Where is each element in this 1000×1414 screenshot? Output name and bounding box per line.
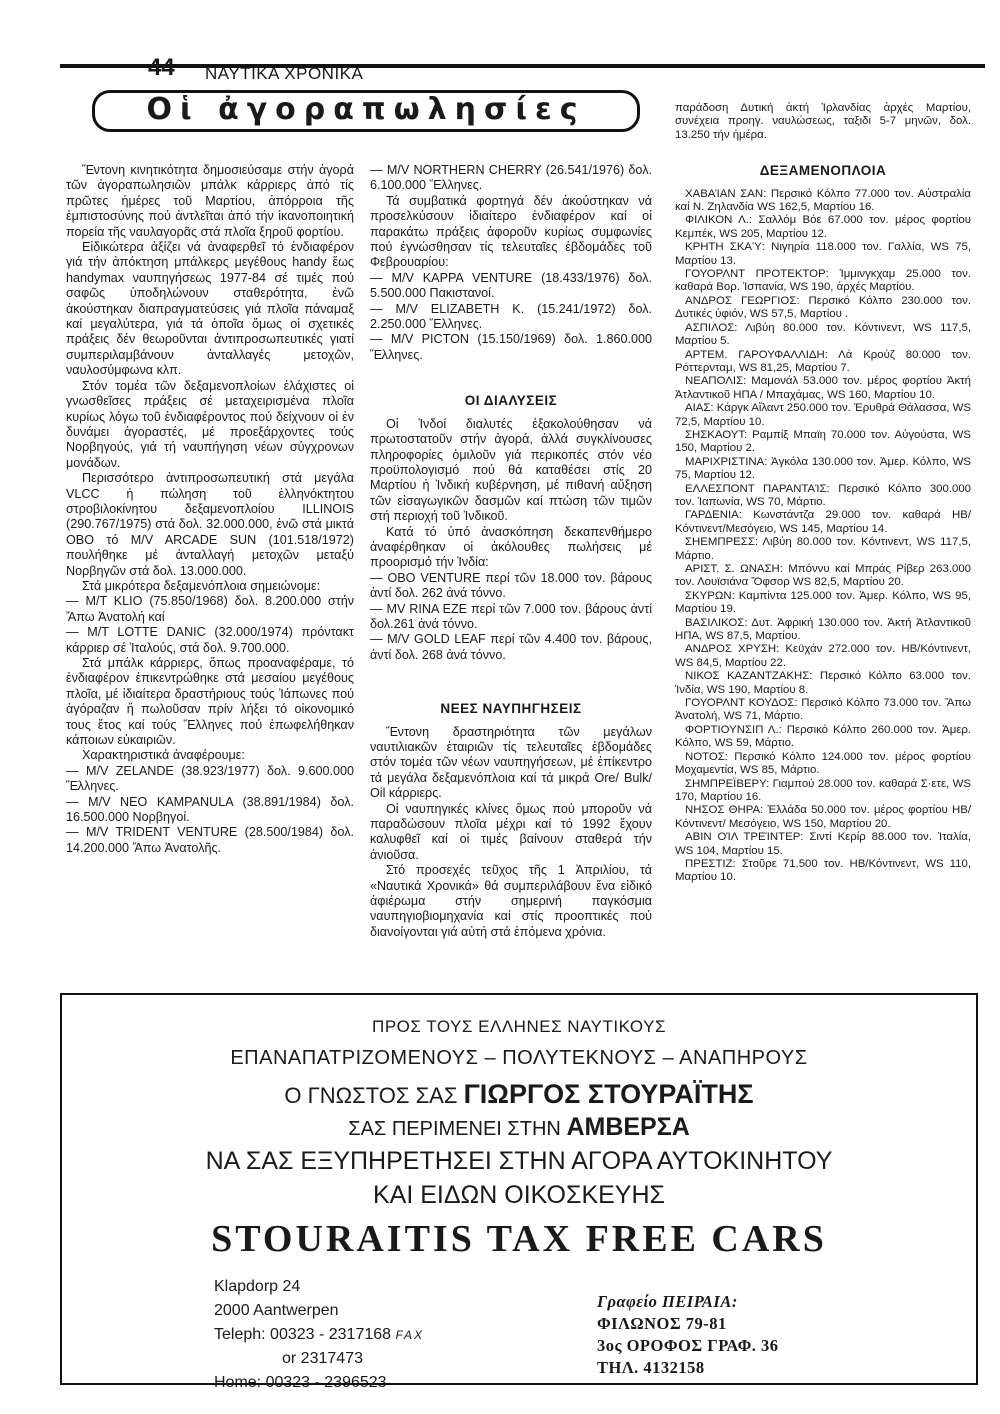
ad-line-4-lead: ΣΑΣ ΠΕΡΙΜΕΝΕΙ ΣΤΗΝ [348,1118,567,1140]
ad-piraeus-office [597,1291,779,1379]
tanker-fixtures-list [675,188,971,885]
list-item: — M/V ELIZABETH K. (15.241/1972) δολ. 2.250.000 Ἕλληνες. [370,301,652,332]
tanker-fixture: ΚΡΗΤΗ ΣΚΑΎ: Νιγηρία 118.000 τον. Γαλλία, WS 75, Μαρτίου 13. [675,241,971,267]
ad-brand: STOURAITIS TAX FREE CARS [211,1218,827,1260]
tanker-fixture: ΑΣΠΙΛΟΣ: Λιβύη 80.000 τον. Κόντινεντ, WS 117,5, Μαρτίου 5. [675,321,971,348]
paragraph: Ἔντονη δραστηριότητα τῶν μεγάλων ναυτιλιακῶν ἑταιριῶν τίς τελευταῖες ἑβδομάδες στόν τομέα τῶν νέων ναυπηγήσεων, μέ ἐπίκεντρο τά μεγάλα δεξαμενόπλοια καί τά μικρά Ore/ Bulk/ Oil κάρριερς. [370,724,652,801]
ad-address [214,1275,424,1395]
paragraph: Οἱ ναυπηγικές κλίνες ὅμως πού μποροῦν νά παραδώσουν πλοῖα μέχρι καί τό 1992 ἔχουν καλυφθεῖ καί οἱ τιμές βαίνουν σταθερά τήν ἀνιοῦσα. [370,801,652,862]
ad-office-street: ΦΙΛΩΝΟΣ 79-81 [597,1314,727,1333]
list-item: — M/T LOTTE DANIC (32.000/1974) πρόντακτ κάρριερ σέ Ἰταλούς, στά δολ. 9.700.000. [66,625,354,655]
paragraph: Στόν τομέα τῶν δεξαμενοπλοίων ἐλάχιστες οἱ γνωσθεῖσες πράξεις σέ μεταχειρισμένα πλοῖα κυρίως λόγω τοῦ ἐνδιαφέροντος πού δείχνουν οἱ ἐν δυνάμει ἀγοραστές, μέ προεξάρχοντες τούς Νορβηγούς, γιά τή ναυπήγηση νέων σύγχρονων μονάδων. [66,378,354,470]
ad-phone-2: or 2317473 [282,1350,363,1367]
section-heading-tankers: ΔΕΞΑΜΕΝΟΠΛΟΙΑ [759,163,887,179]
ad-phone-line [214,1323,424,1347]
tanker-fixture: ΣΚΥΡΩΝ: Καμπίντα 125.000 τον. Ἀμερ. Κόλπο, WS 95, Μαρτίου 19. [675,589,971,616]
ad-city-line: 2000 Aantwerpen [214,1302,339,1319]
tanker-fixture: ΑΝΔΡΟΣ ΓΕΩΡΓΙΟΣ: Περσικό Κόλπο 230.000 τον. Δυτικές ὑφιόν, WS 57,5, Μαρτίου . [675,294,971,321]
tanker-fixture: ΧΑΒΑΊΑΝ ΣΑΝ: Περσικό Κόλπο 77.000 τον. Αὐστραλία καί Ν. Ζηλανδία WS 162,5, Μαρτίου 16. [675,187,971,214]
ad-home-phone: Home: 00323 - 2396523 [214,1374,387,1391]
list-item: — M/V TRIDENT VENTURE (28.500/1984) δολ. 14.200.000 Ἄπω Ἀνατολῆς. [66,825,354,855]
ad-line-3 [62,1079,976,1110]
column-1 [66,163,354,856]
tanker-fixture: ΝΕΑΠΟΛΙΣ: Μαμονάλ 53.000 τον. μέρος φορτίου Ἀκτή Ἀτλαντικοῦ ΗΠΑ / Μπαχάμας, WS 160, Μαρτίου 10. [675,375,971,401]
paragraph: Τά συμβατικά φορτηγά δέν ἀκούστηκαν νά προσελκύσουν ἰδιαίτερο ἐνδιαφέρον καί οἱ παρακάτω πράξεις ἀφοροῦν κυρίως συμφωνίες πού ἐγνώσθησαν τίς τελευταῖες ἑβδομάδες τοῦ Φεβρουαρίου: [370,193,652,270]
tanker-fixture: ΦΟΡΤΙΟΥΝΣΙΠ Λ.: Περσικό Κόλπο 260.000 τον. Ἀμερ. Κόλπο, WS 59, Μάρτιο. [675,723,971,750]
header-rule [60,64,985,68]
ad-fax-label: FAX [395,1328,424,1342]
paragraph: Στά μικρότερα δεξαμενόπλοια σημειώνομε: [82,578,321,593]
list-item: — OBO VENTURE περί τῶν 18.000 τον. βάρους ἀντί δολ. 262 ἀνά τόννο. [370,570,652,601]
tanker-fixture: ΣΗΣΚΑΟΥΤ: Ραμπίξ Μπαϊη 70.000 τον. Αὐγούστα, WS 150, Μαρτίου 2. [675,428,971,455]
tanker-fixture: ΑΡΙΣΤ. Σ. ΩΝΑΣΗ: Μπόννυ καί Μπράς Ρίβερ 263.000 τον. Λουϊσιάνα Ὄφσορ WS 82,5, Μαρτίου 20. [675,563,971,589]
tanker-fixture: ΣΗΕΜΠΡΕΣΣ: Λιβύη 80.000 τον. Κόντινεντ, WS 117,5, Μάρτιο. [675,536,971,562]
ad-line-1: ΠΡΟΣ ΤΟΥΣ ΕΛΛΗΝΕΣ ΝΑΥΤΙΚΟΥΣ [372,1017,666,1036]
paragraph: Στά μπάλκ κάρριερς, ὅπως προαναφέραμε, τό ἐνδιαφέρον ἐπικεντρώθηκε στά μεσαίου μεγέθους πλοῖα, μέ ἰδιαίτερα δραστήριους τούς Ἰάπωνες πού ἀγόραζαν ἤ πωλοῦσαν πρίν λήξει τό οἰκονομικό τους ἔτος καί τούς Ἕλληνες πού ἐπωφελήθηκαν κάποιων εὐκαιριῶν. [66,656,354,748]
advertisement-box [60,993,978,1391]
ad-office-floor: 3ος ΟΡΟΦΟΣ ΓΡΑΦ. 36 [597,1336,779,1355]
article-headline: Οἱ ἀγοραπωλησίες [92,90,640,132]
paragraph: παράδοση Δυτική ἀκτή Ἰρλανδίας ἀρχές Μαρτίου, συνέχεια προηγ. ναυλώσεως, ταξιδι 5-7 μηνῶν, δολ. 13.250 τήν ἡμέρα. [675,102,971,141]
paragraph: Οἱ Ἰνδοί διαλυτές ἐξακολούθησαν νά πρωτοστατοῦν στήν ἀγορά, ἀλλά συγκλίνουσες πληροφορίες ὁμιλοῦν γιά περικοπές στόν νέο προϋπολογισμό πού θά καταθέσει στίς 20 Μαρτίου ἡ Ἰνδική κυβέρνηση, μέ πιθανή αὔξηση τῶν εἰσαγωγικῶν δασμῶν καί πτώση τῶν τιμῶν στή περιοχή τοῦ Ἰνδικοῦ. [370,416,652,524]
paragraph: Στό προσεχές τεῦχος τῆς 1 Ἀπριλίου, τά «Ναυτικά Χρονικά» θά συμπεριλάβουν ἕνα εἰδικό ἀφιέρωμα στήν σημερινή παγκόσμια ναυπηγιοβιομηχανία καί στίς προοπτικές πού διανοίγονται γιά αὐτή στά ἑπόμενα χρόνια. [370,863,652,939]
list-item: — M/V NEO KAMPANULA (38.891/1984) δολ. 16.500.000 Νορβηγοί. [66,794,354,825]
ad-city: ΑΜΒΕΡΣΑ [566,1113,690,1141]
ad-phone: Teleph: 00323 - 2317168 [214,1326,392,1343]
ad-street: Klapdorp 24 [214,1278,301,1295]
publication-name: ΝΑΥΤΙΚΑ ΧΡΟΝΙΚΑ [205,64,364,83]
tanker-fixture: ΦΙΛΙΚΟΝ Λ.: Σαλλόμ Βόε 67.000 τον. μέρος φορτίου Κεμπέκ, WS 205, Μαρτίου 12. [675,214,971,240]
page-number: 44 [148,54,175,81]
paragraph: Περισσότερο ἀντιπροσωπευτική στά μεγάλα VLCC ἡ πώληση τοῦ ἑλληνόκτητου στροβιλοκίνητου δεξαμενοπλοίου ILLINOIS (290.767/1975) στά δολ. 32.000.000, ἐνῶ στά μικτά OBO τό M/V ARCADE SUN (101.518/1972) πουλήθηκε μέ ἀνταλλαγή μετοχῶν μεταξύ Νορβηγῶν στά δολ. 13.000.000. [66,471,354,578]
tanker-fixture: ΓΟΥΟΡΛΝΤ ΠΡΟΤΕΚΤΟΡ: Ἰμμινγκχαμ 25.000 τον. καθαρά Βορ. Ἰσπανία, WS 190, ἀρχές Μαρτίου. [675,268,971,294]
tanker-fixture: ΕΛΛΕΣΠΟΝΤ ΠΑΡΑΝΤΑΊΣ: Περσικό Κόλπο 300.000 τον. Ἰαπωνία, WS 70, Μάρτιο. [675,482,971,508]
ad-line-2: ΕΠΑΝΑΠΑΤΡΙΖΟΜΕΝΟΥΣ – ΠΟΛΥΤΕΚΝΟΥΣ – ΑΝΑΠΗΡΟΥΣ [230,1047,808,1069]
section-heading-dialyseis: ΟΙ ΔΙΑΛΥΣΕΙΣ [464,393,558,409]
list-item: — M/V KAPPA VENTURE (18.433/1976) δολ. 5.500.000 Πακιστανοί. [370,270,652,301]
paragraph: Χαρακτηριστικά ἀναφέρουμε: [82,748,245,763]
paragraph: Εἰδικώτερα ἀξίζει νά ἀναφερθεῖ τό ἐνδιαφέρον γιά τήν ἀπόκτηση μπάλκερς μεγέθους handy ἕως handymax ναυπηγήσεως 1977-84 σέ τιμές πού σαφῶς ὑποδηλώνουν σταθερότητα, ἐνῶ ἀκούστηκαν διαπραγματεύσεις γιά πλοῖα πάναμαξ καί μεγαλύτερα, γιά τά ὁποῖα ὅμως οἱ σχετικές πράξεις δέν θεωροῦνται ἀντιπροσωπευτικές γιατί συμπεριλαμβάνουν ἀνταλλαγές μετοχῶν, ναυλοσύμφωνα κλπ. [66,240,354,378]
list-item: — M/V PICTON (15.150/1969) δολ. 1.860.000 Ἕλληνες. [370,332,652,362]
column-2 [370,163,652,940]
list-item: — M/V GOLD LEAF περί τῶν 4.400 τον. βάρους, ἀντί δολ. 268 ἀνά τόννο. [370,632,652,662]
list-item: — M/V ZELANDE (38.923/1977) δολ. 9.600.000 Ἕλληνες. [66,763,354,794]
ad-line-6: ΚΑΙ ΕΙΔΩΝ ΟΙΚΟΣΚΕΥΗΣ [373,1181,665,1209]
paragraph: Ἔντονη κινητικότητα δημοσιεύσαμε στήν ἀγορά τῶν ἀγοραπωλησιῶν μπάλκ κάρριερς ἀπό τίς πρῶτες ἡμέρες τοῦ Μαρτίου, ἀπόρροια τῆς ἐμπιστοσύνης πού ἀντλεῖται ἀπό τήν ἱκανοποιητική πορεία τῆς ναυλαγορᾶς στά πλοῖα ξηροῦ φορτίου. [66,163,354,239]
tanker-fixture: ΝΗΣΟΣ ΘΗΡΑ: Ἑλλάδα 50.000 τον. μέρος φορτίου ΗΒ/ Κόντινεντ/ Μεσόγειο, WS 150, Μαρτίου 20. [675,804,971,830]
list-item: — M/V NORTHERN CHERRY (26.541/1976) δολ. 6.100.000 Ἕλληνες. [370,163,652,193]
tanker-fixture: ΑΙΑΣ: Κάργκ Αἴλαντ 250.000 τον. Ἐρυθρά Θάλασσα, WS 72,5, Μαρτίου 10. [675,402,971,428]
tanker-fixture: ΝΟΤΟΣ: Περσικό Κόλπο 124.000 τον. μέρος φορτίου Μοχαμεντία, WS 85, Μάρτιο. [675,750,971,777]
tanker-fixture: ΜΑΡΙΧΡΙΣΤΙΝΑ: Ἀγκόλα 130.000 τον. Ἀμερ. Κόλπο, WS 75, Μαρτίου 12. [675,455,971,482]
ad-office-phone: ΤΗΛ. 4132158 [597,1358,705,1377]
ad-name: ΓΙΩΡΓΟΣ ΣΤΟΥΡΑΪΤΗΣ [463,1079,754,1109]
tanker-fixture: ΣΗΜΠΡΕΪΒΕΡΥ: Γιαμπού 28.000 τον. καθαρά Σ·ετε, WS 170, Μαρτίου 16. [675,777,971,803]
section-heading-naupigiseis: ΝΕΕΣ ΝΑΥΠΗΓΗΣΕΙΣ [440,701,582,717]
tanker-fixture: ΝΙΚΟΣ ΚΑΖΑΝΤΖΑΚΗΣ: Περσικό Κόλπο 63.000 τον. Ἰνδία, WS 190, Μαρτίου 8. [675,670,971,696]
ad-line-5: ΝΑ ΣΑΣ ΕΞΥΠΗΡΕΤΗΣΕΙ ΣΤΗΝ ΑΓΟΡΑ ΑΥΤΟΚΙΝΗΤΟΥ [205,1147,833,1175]
tanker-fixture: ΑΒΙΝ ΟΊΛ ΤΡΕΊΝΤΕΡ: Σιντί Κερίρ 88.000 τον. Ἰταλία, WS 104, Μαρτίου 15. [675,831,971,857]
list-item: — MV RINA EZE περί τῶν 7.000 τον. βάρους ἀντί δολ.261 ἀνά τόννο. [370,601,652,631]
column-3 [675,102,971,885]
tanker-fixture: ΠΡΕΣΤΙΖ: Στοῦρε 71.500 τον. ΗΒ/Κόντινεντ, WS 110, Μαρτίου 10. [675,857,971,884]
paragraph: Κατά τό ὑπό ἀνασκόπηση δεκαπενθήμερο ἀναφέρθηκαν οἱ ἀκόλουθες πωλήσεις μέ προορισμό τήν Ἰνδία: [370,524,652,570]
tanker-fixture: ΓΑΡΔΕΝΙΑ: Κωνστάντζα 29.000 τον. καθαρά ΗΒ/Κόντινεντ/Μεσόγειο, WS 145, Μαρτίου 14. [675,509,971,535]
tanker-fixture: ΑΡΤΕΜ. ΓΑΡΟΥΦΑΛΛΙΔΗ: Λά Κρούζ 80.000 τον. Ρόττερνταμ, WS 81,25, Μαρτίου 7. [675,348,971,374]
ad-line-4 [62,1113,976,1142]
tanker-fixture: ΓΟΥΟΡΛΝΤ ΚΟΥΔΟΣ: Περσικό Κόλπο 73.000 τον. Ἄπω Ἀνατολή, WS 71, Μάρτιο. [675,697,971,723]
tanker-fixture: ΑΝΔΡΟΣ ΧΡΥΣΗ: Κεϋχάν 272.000 τον. ΗΒ/Κόντινεντ, WS 84,5, Μαρτίου 22. [675,643,971,669]
ad-line-3-lead: Ο ΓΝΩΣΤΟΣ ΣΑΣ [284,1083,464,1108]
ad-office-title: Γραφείο ΠΕΙΡΑΙΑ: [597,1292,738,1311]
tanker-fixture: ΒΑΣΙΛΙΚΟΣ: Δυτ. Ἀφρική 130.000 τον. Ἀκτή Ἀτλαντικοῦ ΗΠΑ, WS 87,5, Μαρτίου. [675,616,971,643]
list-item: — M/T KLIO (75.850/1968) δολ. 8.200.000 στήν Ἄπω Ἀνατολή καί [66,594,354,624]
